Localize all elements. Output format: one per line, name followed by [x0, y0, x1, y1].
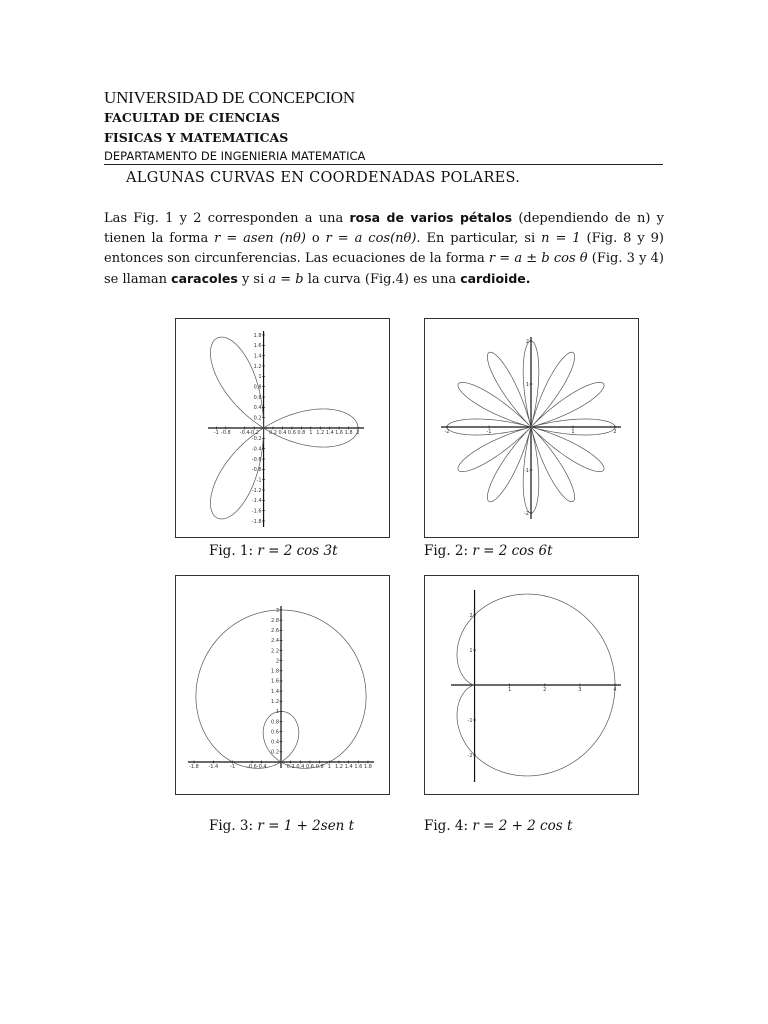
- para-text: (dependiendo de n) y tienen la forma: [104, 211, 665, 246]
- y-tick-label: 1.2: [271, 699, 279, 705]
- x-tick-label: -0.4: [256, 764, 267, 770]
- x-tick-label: 1: [309, 430, 313, 436]
- x-tick-label: -0.2: [249, 430, 260, 436]
- y-tick-label: 0.8: [253, 384, 262, 391]
- para-math: r = a cos(nθ): [325, 231, 417, 246]
- y-tick-label: -0.6: [251, 456, 262, 463]
- x-tick-label: 1: [508, 687, 512, 693]
- x-tick-label: 4: [613, 687, 617, 693]
- para-math: a = b: [268, 272, 304, 287]
- figure-1-plot: [175, 318, 390, 538]
- y-tick-label: 2.6: [271, 628, 279, 635]
- y-tick-label: 1.4: [253, 353, 262, 360]
- y-tick-label: 0.6: [253, 394, 262, 401]
- x-tick-label: 2: [543, 687, 547, 693]
- x-tick-label: -1.4: [208, 764, 219, 770]
- para-bold-rosa: rosa de varios pétalos: [349, 210, 513, 225]
- university-name: UNIVERSIDAD DE CONCEPCION: [104, 88, 355, 107]
- x-tick-label: 0.2: [286, 764, 295, 770]
- x-tick-label: -1: [213, 430, 219, 436]
- x-tick-label: -1.8: [189, 764, 199, 770]
- para-math: r = asen (nθ): [214, 231, 306, 246]
- y-tick-label: -0.8: [251, 467, 262, 474]
- figure-2-plot: [424, 318, 639, 538]
- para-bold-cardioide: cardioide.: [460, 271, 531, 286]
- x-tick-label: 0.6: [287, 430, 296, 436]
- x-tick-label: 0.8: [297, 430, 306, 436]
- y-tick-label: -0.2: [251, 436, 262, 443]
- y-tick-label: 1.6: [253, 343, 262, 350]
- caption-equation: r = 2 cos 6t: [472, 543, 553, 559]
- page-title: ALGUNAS CURVAS EN COORDENADAS POLARES.: [126, 170, 521, 186]
- x-tick-label: 1.6: [354, 764, 363, 770]
- y-tick-label: 2.2: [271, 648, 279, 655]
- figure-4-caption: [424, 818, 572, 834]
- y-tick-label: 1.8: [253, 332, 262, 339]
- x-tick-label: 0.2: [269, 430, 277, 436]
- x-tick-label: 2: [356, 430, 360, 436]
- x-tick-label: -1: [230, 764, 236, 770]
- intro-paragraph: [104, 208, 664, 290]
- y-tick-label: -1.4: [251, 498, 262, 505]
- x-tick-label: 0.8: [315, 764, 324, 770]
- x-tick-label: 2: [613, 429, 617, 435]
- y-tick-label: -1.8: [251, 518, 262, 525]
- x-tick-label: 1.8: [364, 764, 372, 770]
- y-tick-label: 2: [275, 658, 279, 665]
- figure-1-caption: [209, 543, 338, 559]
- para-text: Las Fig. 1 y 2 corresponden a una: [104, 211, 350, 226]
- caption-label: Fig. 4:: [424, 818, 473, 834]
- caption-label: Fig. 3:: [209, 818, 258, 834]
- x-tick-label: -0.4: [239, 430, 250, 436]
- y-tick-label: 2.4: [271, 638, 279, 645]
- y-tick-label: 0.6: [271, 729, 279, 736]
- y-tick-label: 2: [469, 612, 473, 619]
- y-tick-label: 0.4: [253, 405, 262, 412]
- y-tick-label: 2: [525, 338, 529, 345]
- y-tick-label: 0.2: [271, 749, 279, 756]
- y-tick-label: 0.4: [271, 739, 279, 746]
- x-tick-label: -2: [444, 429, 450, 435]
- y-tick-label: -1: [256, 477, 262, 484]
- y-tick-label: -1.6: [251, 508, 262, 515]
- caption-equation: r = 1 + 2sen t: [257, 818, 355, 834]
- y-tick-label: 1.8: [271, 668, 279, 675]
- x-tick-label: 0.4: [296, 764, 305, 770]
- para-text: y si: [237, 272, 269, 287]
- header-rule: [104, 164, 663, 165]
- caption-equation: r = 2 + 2 cos t: [472, 818, 573, 834]
- x-tick-label: 0.6: [306, 764, 314, 770]
- y-tick-label: 1.4: [271, 688, 279, 695]
- y-tick-label: 1: [258, 374, 262, 381]
- department-name: DEPARTAMENTO DE INGENIERIA MATEMATICA: [104, 149, 366, 163]
- y-tick-label: 2.8: [271, 617, 279, 624]
- x-tick-label: 1.2: [316, 430, 325, 436]
- x-tick-label: 1.2: [335, 764, 343, 770]
- y-tick-label: 1: [469, 647, 473, 654]
- y-tick-label: -1.2: [251, 487, 262, 494]
- faculty-name-2: FISICAS Y MATEMATICAS: [104, 130, 289, 145]
- y-tick-label: -1: [467, 717, 473, 724]
- y-tick-label: 3: [275, 607, 279, 614]
- y-tick-label: 0.2: [253, 415, 262, 422]
- x-tick-label: 1: [327, 764, 331, 770]
- x-tick-label: 0.4: [278, 430, 287, 436]
- x-tick-label: 3: [578, 687, 582, 693]
- y-tick-label: 1: [275, 709, 279, 716]
- caption-equation: r = 2 cos 3t: [257, 543, 338, 559]
- caption-label: Fig. 2:: [424, 543, 473, 559]
- y-tick-label: -2: [524, 510, 529, 517]
- y-tick-label: -0.4: [251, 446, 262, 453]
- figure-3-caption: [209, 818, 354, 834]
- x-tick-label: 1.4: [325, 430, 334, 436]
- x-tick-label: 1.4: [344, 764, 353, 770]
- figure-4-plot: [424, 575, 639, 795]
- caption-label: Fig. 1:: [209, 543, 258, 559]
- y-tick-label: 1: [525, 381, 529, 388]
- x-tick-label: -1: [486, 429, 492, 435]
- x-tick-label: -0.6: [247, 764, 257, 770]
- faculty-name: FACULTAD DE CIENCIAS: [104, 110, 280, 125]
- para-text: la curva (Fig.4) es una: [303, 272, 461, 287]
- para-math: r = a ± b cos θ: [488, 251, 588, 266]
- y-tick-label: 0.8: [271, 719, 279, 726]
- para-text: o: [305, 231, 326, 246]
- para-text: . En particular, si: [416, 231, 542, 246]
- para-bold-caracoles: caracoles: [171, 271, 238, 286]
- figure-2-caption: [424, 543, 553, 559]
- figure-3-plot: [175, 575, 390, 795]
- para-text: (Fig. 8 y 9) entonces son circunferencias. Las ecuaciones de la forma: [104, 231, 664, 266]
- para-math: n = 1: [541, 231, 581, 246]
- x-tick-label: -0.8: [220, 430, 231, 436]
- para-text: (Fig. 3 y 4) se llaman: [104, 251, 664, 287]
- y-tick-label: 1.2: [253, 363, 262, 370]
- y-tick-label: 1.6: [271, 678, 279, 685]
- x-tick-label: 1.6: [335, 430, 344, 436]
- y-tick-label: -2: [467, 752, 473, 759]
- x-tick-label: 1: [571, 429, 575, 435]
- x-tick-label: 1.8: [344, 430, 353, 436]
- y-tick-label: -1: [524, 467, 529, 474]
